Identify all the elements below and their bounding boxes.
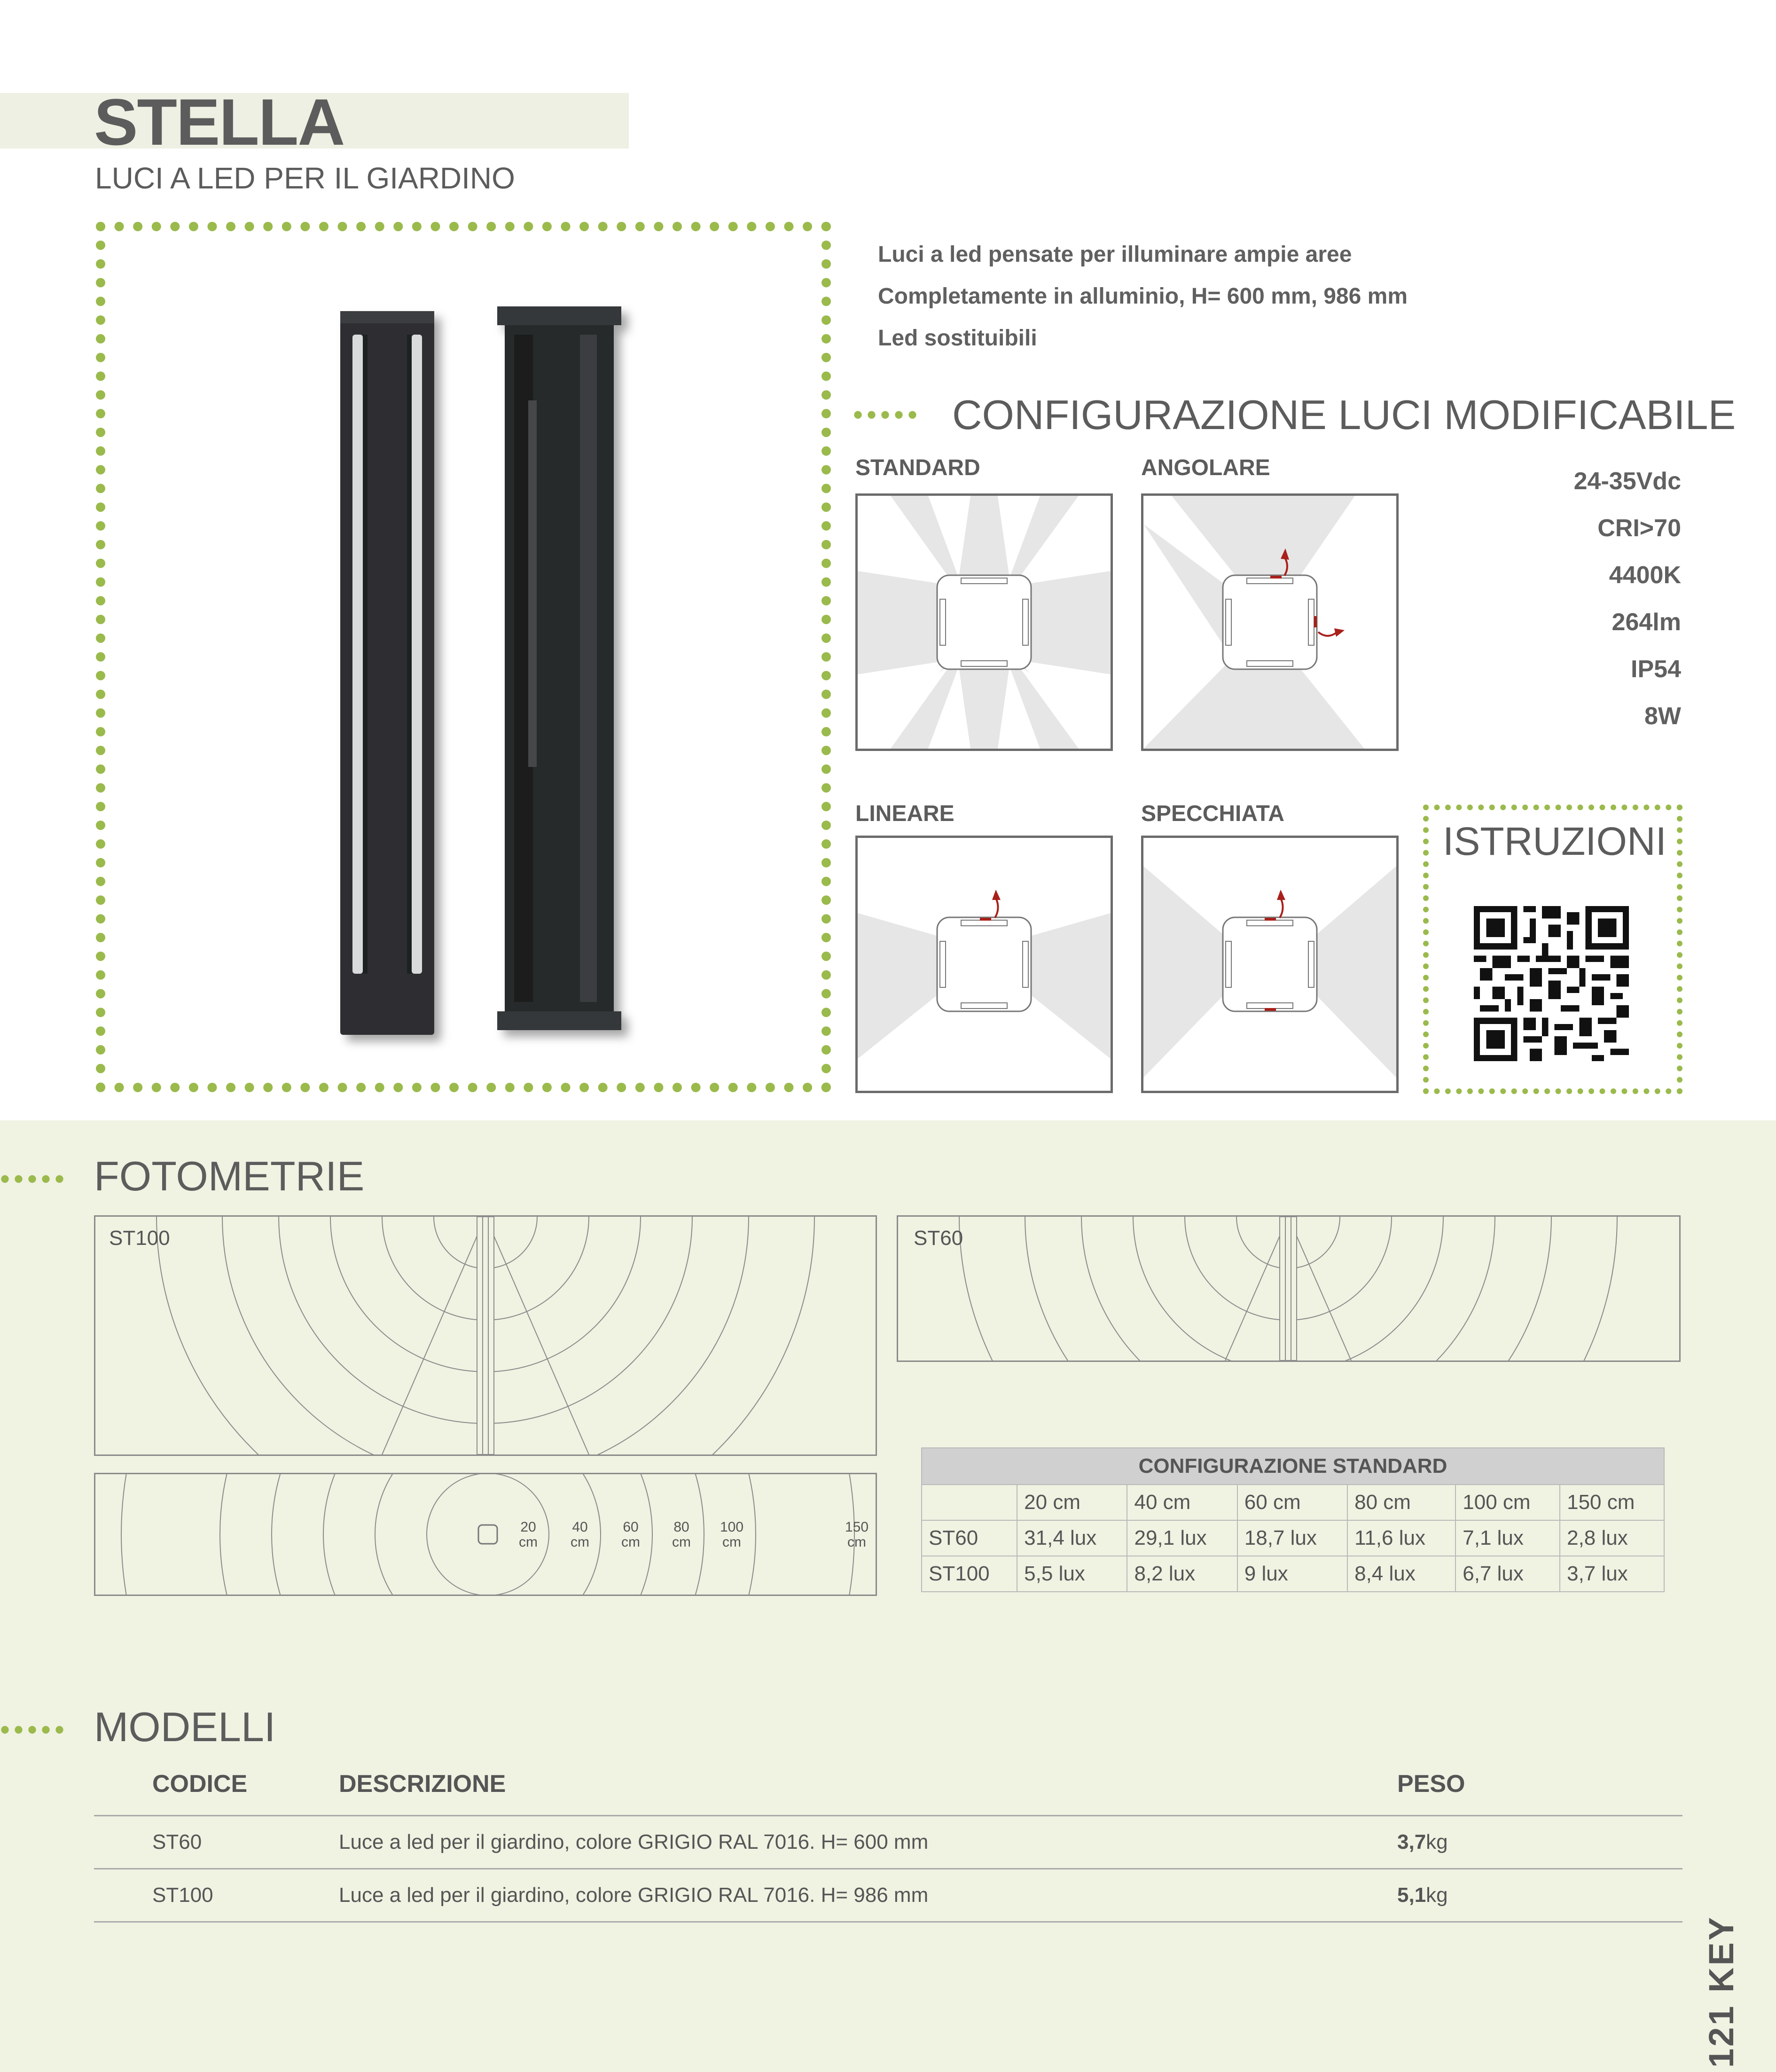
qr-code[interactable] [1474, 906, 1629, 1063]
config-section-dots: ••••• [853, 399, 922, 430]
model-code: ST60 [94, 1816, 338, 1869]
table-cell: 9 lux [1237, 1556, 1347, 1592]
table-cell: 18,7 lux [1237, 1520, 1347, 1556]
col-header-100: 100 cm [1455, 1485, 1560, 1520]
lamp-front [340, 311, 434, 1035]
table-cell: 29,1 lux [1127, 1520, 1237, 1556]
topview-photometric-diagram [94, 1473, 877, 1596]
st100-photometric-diagram [94, 1215, 877, 1456]
table-row [94, 1816, 1682, 1869]
col-header-40: 40 cm [1127, 1485, 1237, 1520]
description-line-1: Luci a led pensate per illuminare ampie aree [878, 242, 1352, 267]
page-title: STELLA [94, 85, 344, 159]
spec-lumen: 264lm [1612, 609, 1681, 636]
spec-cri: CRI>70 [1597, 515, 1681, 542]
col-header-peso: PESO [1397, 1753, 1682, 1816]
config-table-header-row [922, 1485, 1664, 1520]
modelli-dots: ••••• [0, 1714, 69, 1745]
spec-power: 8W [1644, 703, 1681, 730]
description-line-3: Led sostituibili [878, 326, 1037, 351]
model-weight: 3,7kg [1397, 1816, 1682, 1869]
model-weight: 5,1kg [1397, 1869, 1682, 1922]
distance-label-100: 100 cm [720, 1519, 744, 1550]
table-cell: 3,7 lux [1560, 1556, 1664, 1592]
panel-specchiata-diagram [1141, 836, 1399, 1093]
spec-voltage: 24-35Vdc [1573, 468, 1681, 495]
table-cell: ST60 [922, 1520, 1017, 1556]
distance-label-40: 40 cm [571, 1519, 589, 1550]
table-cell: 8,4 lux [1347, 1556, 1455, 1592]
page-number: 121 KEY [1702, 1915, 1741, 2068]
models-table [94, 1753, 1682, 1923]
panel-label-standard: STANDARD [855, 455, 980, 480]
spec-ip-rating: IP54 [1631, 656, 1681, 683]
table-cell: ST100 [922, 1556, 1017, 1592]
st60-photometric-diagram [897, 1215, 1681, 1362]
model-description: Luce a led per il giardino, colore GRIGIO RAL 7016. H= 600 mm [338, 1816, 1397, 1869]
table-cell: 6,7 lux [1455, 1556, 1560, 1592]
instructions-title: ISTRUZIONI [1443, 819, 1666, 863]
distance-label-20: 20 cm [519, 1519, 538, 1550]
table-row [922, 1520, 1664, 1556]
col-header-60: 60 cm [1237, 1485, 1347, 1520]
table-cell: 2,8 lux [1560, 1520, 1664, 1556]
col-header-80: 80 cm [1347, 1485, 1455, 1520]
model-description: Luce a led per il giardino, colore GRIGIO RAL 7016. H= 986 mm [338, 1869, 1397, 1922]
distance-label-80: 80 cm [672, 1519, 691, 1550]
panel-standard-diagram [855, 493, 1113, 751]
lamp-side [497, 306, 621, 1030]
st60-label: ST60 [914, 1227, 963, 1250]
table-row [922, 1556, 1664, 1592]
table-row [94, 1869, 1682, 1922]
fotometrie-dots: ••••• [0, 1163, 69, 1195]
col-header-descrizione: DESCRIZIONE [338, 1753, 1397, 1816]
panel-label-angolare: ANGOLARE [1141, 455, 1270, 480]
fotometrie-title: FOTOMETRIE [94, 1153, 365, 1199]
config-section-title: CONFIGURAZIONE LUCI MODIFICABILE [952, 391, 1736, 438]
model-code: ST100 [94, 1869, 338, 1922]
distance-label-60: 60 cm [621, 1519, 640, 1550]
modelli-title: MODELLI [94, 1704, 276, 1750]
col-header-20: 20 cm [1017, 1485, 1127, 1520]
panel-label-lineare: LINEARE [855, 801, 955, 826]
distance-label-150: 150 cm [845, 1519, 869, 1550]
description-line-2: Completamente in alluminio, H= 600 mm, 986 mm [878, 284, 1408, 309]
st100-label: ST100 [109, 1227, 170, 1250]
panel-angolare-diagram [1141, 493, 1399, 751]
spec-color-temperature: 4400K [1609, 562, 1681, 589]
table-cell: 31,4 lux [1017, 1520, 1127, 1556]
config-table-title: CONFIGURAZIONE STANDARD [922, 1448, 1664, 1485]
table-cell: 11,6 lux [1347, 1520, 1455, 1556]
product-photo [105, 231, 821, 1083]
table-cell: 5,5 lux [1017, 1556, 1127, 1592]
table-cell: 8,2 lux [1127, 1556, 1237, 1592]
config-standard-table [921, 1447, 1665, 1592]
panel-lineare-diagram [855, 836, 1113, 1093]
col-header-empty [922, 1485, 1017, 1520]
col-header-150: 150 cm [1560, 1485, 1664, 1520]
panel-label-specchiata: SPECCHIATA [1141, 801, 1284, 826]
page-subtitle: LUCI A LED PER IL GIARDINO [95, 161, 515, 195]
table-cell: 7,1 lux [1455, 1520, 1560, 1556]
product-photo-frame [96, 222, 831, 1092]
models-header-row [94, 1753, 1682, 1816]
col-header-codice: CODICE [94, 1753, 338, 1816]
